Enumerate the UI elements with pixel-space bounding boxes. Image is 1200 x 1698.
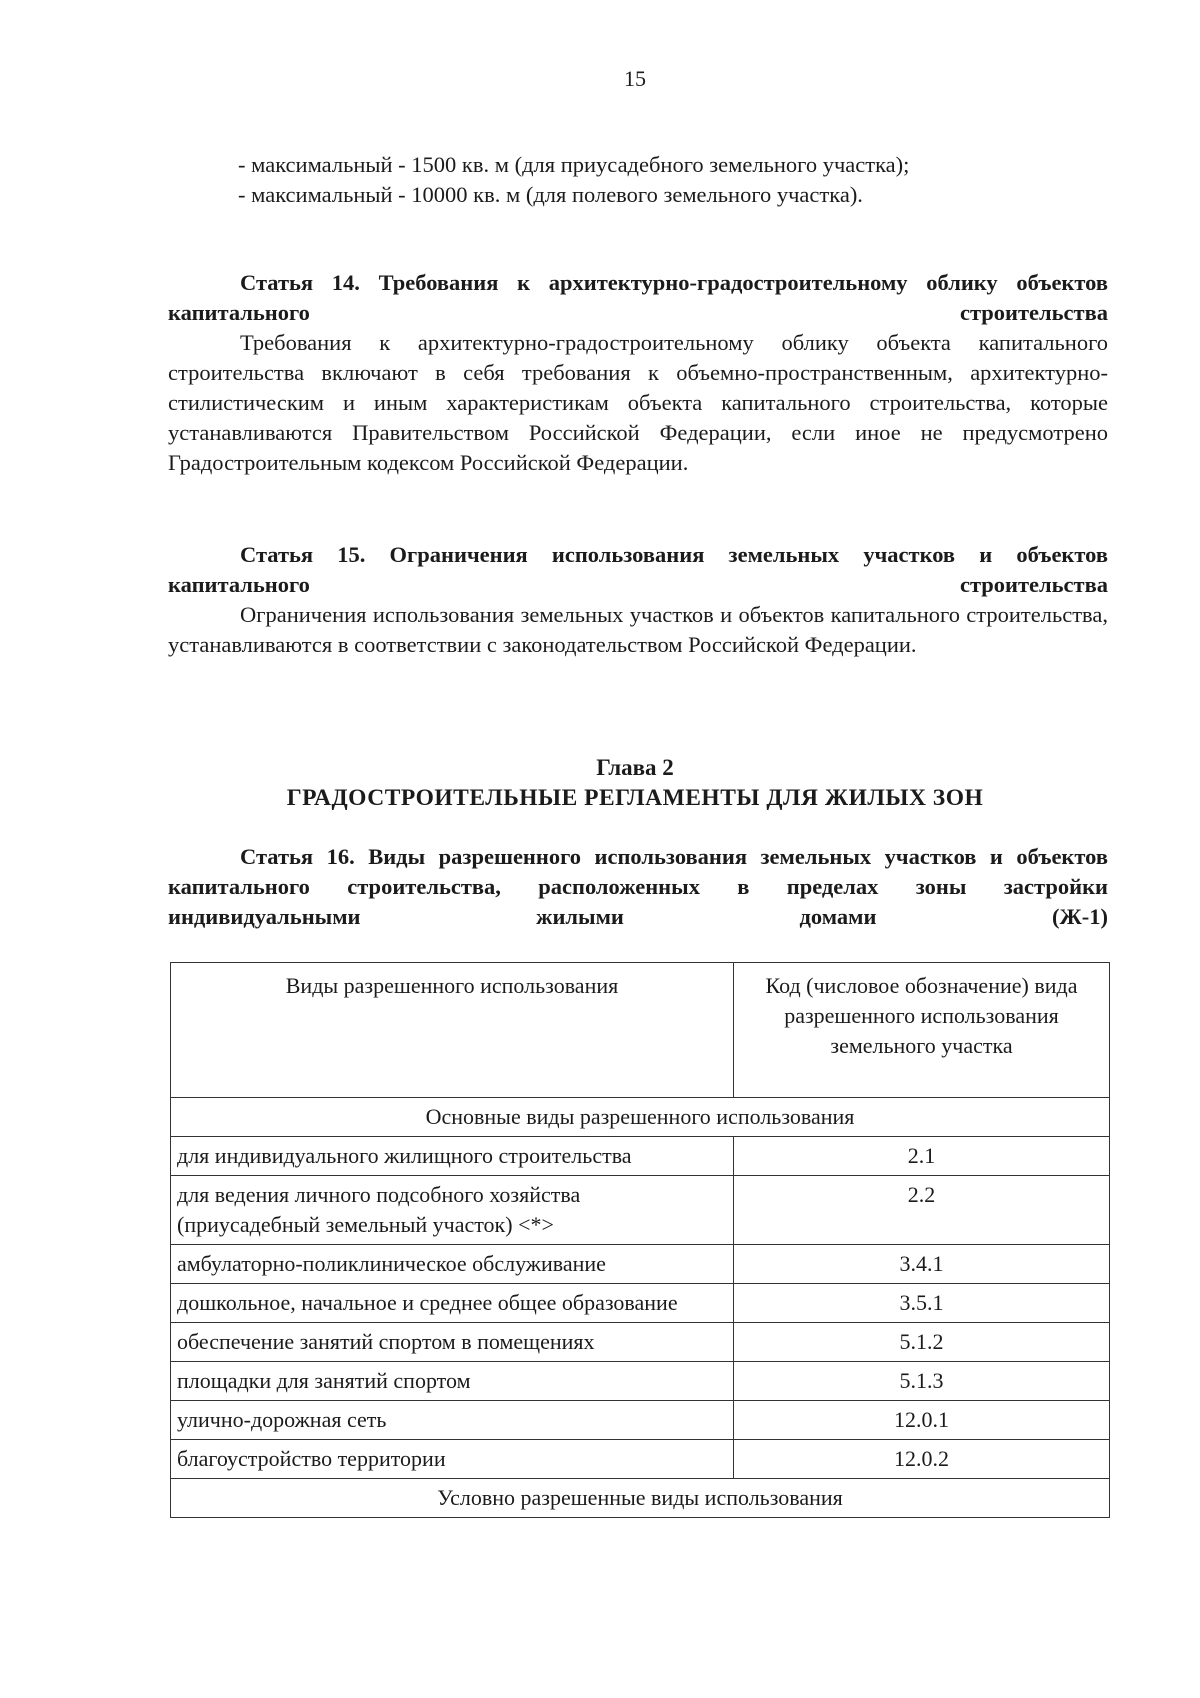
chapter-title: ГРАДОСТРОИТЕЛЬНЫЕ РЕГЛАМЕНТЫ ДЛЯ ЖИЛЫХ ЗОН bbox=[286, 785, 984, 811]
table-cell-code: 12.0.1 bbox=[734, 1401, 1110, 1440]
table-row bbox=[171, 1245, 1110, 1284]
table-cell-use-name: обеспечение занятий спортом в помещениях bbox=[171, 1323, 734, 1362]
table-header-use-types: Виды разрешенного использования bbox=[171, 963, 734, 1098]
table-cell-code: 2.2 bbox=[734, 1176, 1110, 1245]
table-section-row bbox=[171, 1479, 1110, 1518]
table-row bbox=[171, 1137, 1110, 1176]
article-14-body: Требования к архитектурно-градостроительному облику объекта капитального строительства включают в себя требования к объемно-пространственным, архитектурно-стилистическим и иным характеристикам объекта капитального строительства, которые устанавливаются Правительством Российской Федерации, если иное не предусмотрено Градостроительным кодексом Российской Федерации. bbox=[168, 330, 1108, 475]
article-15-body: Ограничения использования земельных участков и объектов капитального строительства, устанавливаются в соответствии с законодательством Российской Федерации. bbox=[168, 602, 1108, 657]
bullet-max-household: - максимальный - 1500 кв. м (для приусадебного земельного участка); bbox=[238, 152, 910, 177]
table-cell-use-name: благоустройство территории bbox=[171, 1440, 734, 1479]
table-cell-use-name: площадки для занятий спортом bbox=[171, 1362, 734, 1401]
table-cell-code: 5.1.3 bbox=[734, 1362, 1110, 1401]
table-cell-use-name: амбулаторно-поликлиническое обслуживание bbox=[171, 1245, 734, 1284]
table-row bbox=[171, 1284, 1110, 1323]
table-section-row bbox=[171, 1098, 1110, 1137]
table-cell-code: 12.0.2 bbox=[734, 1440, 1110, 1479]
table-row bbox=[171, 1323, 1110, 1362]
table-row bbox=[171, 1401, 1110, 1440]
article-16-heading: Статья 16. Виды разрешенного использования земельных участков и объектов капитального строительства, расположенных в пределах зоны застройки индивидуальными жилыми домами (Ж-1) bbox=[168, 844, 1108, 929]
table-cell-use-name: дошкольное, начальное и среднее общее образование bbox=[171, 1284, 734, 1323]
table-cell-use-name: для ведения личного подсобного хозяйства (приусадебный земельный участок) <*> bbox=[171, 1176, 734, 1245]
article-14-heading: Статья 14. Требования к архитектурно-градостроительному облику объектов капитального строительства bbox=[168, 270, 1108, 325]
article-15-heading: Статья 15. Ограничения использования земельных участков и объектов капитального строительства bbox=[168, 542, 1108, 597]
page-number: 15 bbox=[624, 66, 646, 91]
table-row bbox=[171, 1362, 1110, 1401]
table-cell-use-name: для индивидуального жилищного строительства bbox=[171, 1137, 734, 1176]
chapter-number: Глава 2 bbox=[596, 755, 674, 780]
table-header-row bbox=[171, 963, 1110, 1098]
table-header-code: Код (числовое обозначение) вида разрешенного использования земельного участка bbox=[734, 963, 1110, 1098]
table-cell-use-name: улично-дорожная сеть bbox=[171, 1401, 734, 1440]
bullet-max-field: - максимальный - 10000 кв. м (для полевого земельного участка). bbox=[238, 182, 863, 207]
table-cell-code: 3.5.1 bbox=[734, 1284, 1110, 1323]
table-cell-code: 5.1.2 bbox=[734, 1323, 1110, 1362]
land-use-table bbox=[170, 962, 1110, 1518]
table-section-conditional: Условно разрешенные виды использования bbox=[171, 1479, 1110, 1518]
table-cell-code: 3.4.1 bbox=[734, 1245, 1110, 1284]
table-cell-code: 2.1 bbox=[734, 1137, 1110, 1176]
table-row bbox=[171, 1440, 1110, 1479]
table-row bbox=[171, 1176, 1110, 1245]
table-section-main: Основные виды разрешенного использования bbox=[171, 1098, 1110, 1137]
